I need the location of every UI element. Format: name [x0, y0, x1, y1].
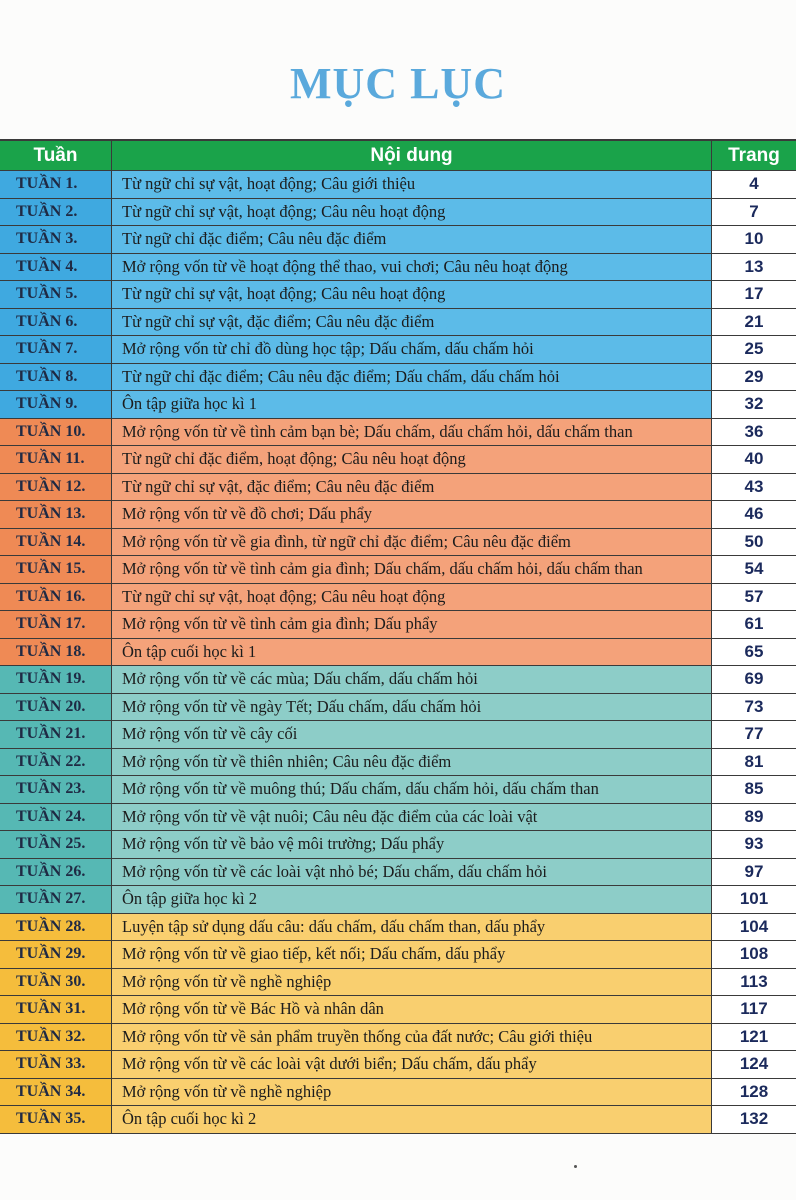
week-cell: TUẦN 3. [0, 226, 112, 253]
page-number-cell: 93 [712, 831, 796, 858]
page-number-cell: 69 [712, 666, 796, 693]
content-cell: Luyện tập sử dụng dấu câu: dấu chấm, dấu chấm than, dấu phẩy [112, 914, 712, 941]
content-cell: Mở rộng vốn từ về các loài vật dưới biển; Dấu chấm, dấu phẩy [112, 1051, 712, 1078]
header-page: Trang [712, 141, 796, 170]
week-cell: TUẦN 15. [0, 556, 112, 583]
week-cell: TUẦN 32. [0, 1024, 112, 1051]
content-cell: Mở rộng vốn từ về vật nuôi; Câu nêu đặc điểm của các loài vật [112, 804, 712, 831]
page-number-cell: 101 [712, 886, 796, 913]
week-cell: TUẦN 11. [0, 446, 112, 473]
content-cell: Mở rộng vốn từ về tình cảm gia đình; Dấu chấm, dấu chấm hỏi, dấu chấm than [112, 556, 712, 583]
table-row [0, 914, 796, 942]
table-row [0, 996, 796, 1024]
week-cell: TUẦN 2. [0, 199, 112, 226]
content-cell: Mở rộng vốn từ về thiên nhiên; Câu nêu đặc điểm [112, 749, 712, 776]
table-row [0, 776, 796, 804]
content-cell: Mở rộng vốn từ về nghề nghiệp [112, 969, 712, 996]
table-row [0, 721, 796, 749]
page-number-cell: 57 [712, 584, 796, 611]
page-number-cell: 81 [712, 749, 796, 776]
content-cell: Ôn tập giữa học kì 1 [112, 391, 712, 418]
table-row [0, 1079, 796, 1107]
page-number-cell: 4 [712, 171, 796, 198]
content-cell: Mở rộng vốn từ về bảo vệ môi trường; Dấu phẩy [112, 831, 712, 858]
page-number-cell: 97 [712, 859, 796, 886]
table-row [0, 309, 796, 337]
week-cell: TUẦN 25. [0, 831, 112, 858]
week-cell: TUẦN 23. [0, 776, 112, 803]
content-cell: Mở rộng vốn từ về tình cảm bạn bè; Dấu chấm, dấu chấm hỏi, dấu chấm than [112, 419, 712, 446]
table-header-row [0, 141, 796, 171]
content-cell: Mở rộng vốn từ về ngày Tết; Dấu chấm, dấu chấm hỏi [112, 694, 712, 721]
week-cell: TUẦN 14. [0, 529, 112, 556]
content-cell: Mở rộng vốn từ về hoạt động thể thao, vui chơi; Câu nêu hoạt động [112, 254, 712, 281]
content-cell: Mở rộng vốn từ về sản phẩm truyền thống của đất nước; Câu giới thiệu [112, 1024, 712, 1051]
page-number-cell: 7 [712, 199, 796, 226]
week-cell: TUẦN 4. [0, 254, 112, 281]
table-row [0, 749, 796, 777]
content-cell: Mở rộng vốn từ chỉ đồ dùng học tập; Dấu chấm, dấu chấm hỏi [112, 336, 712, 363]
table-row [0, 446, 796, 474]
page-number-cell: 77 [712, 721, 796, 748]
table-of-contents [0, 139, 796, 1134]
table-row [0, 831, 796, 859]
content-cell: Mở rộng vốn từ về đồ chơi; Dấu phẩy [112, 501, 712, 528]
page-number-cell: 29 [712, 364, 796, 391]
week-cell: TUẦN 22. [0, 749, 112, 776]
page-number-cell: 117 [712, 996, 796, 1023]
content-cell: Mở rộng vốn từ về tình cảm gia đình; Dấu phẩy [112, 611, 712, 638]
week-cell: TUẦN 12. [0, 474, 112, 501]
week-cell: TUẦN 8. [0, 364, 112, 391]
table-row [0, 199, 796, 227]
content-cell: Từ ngữ chỉ sự vật, hoạt động; Câu nêu hoạt động [112, 584, 712, 611]
page-number-cell: 128 [712, 1079, 796, 1106]
page-number-cell: 65 [712, 639, 796, 666]
content-cell: Từ ngữ chỉ đặc điểm; Câu nêu đặc điểm; Dấu chấm, dấu chấm hỏi [112, 364, 712, 391]
table-row [0, 254, 796, 282]
table-row [0, 611, 796, 639]
table-row [0, 584, 796, 612]
table-row [0, 281, 796, 309]
content-cell: Mở rộng vốn từ về cây cối [112, 721, 712, 748]
content-cell: Mở rộng vốn từ về các mùa; Dấu chấm, dấu chấm hỏi [112, 666, 712, 693]
content-cell: Mở rộng vốn từ về gia đình, từ ngữ chỉ đặc điểm; Câu nêu đặc điểm [112, 529, 712, 556]
table-row [0, 474, 796, 502]
page-number-cell: 43 [712, 474, 796, 501]
content-cell: Ôn tập giữa học kì 2 [112, 886, 712, 913]
content-cell: Từ ngữ chỉ đặc điểm, hoạt động; Câu nêu hoạt động [112, 446, 712, 473]
table-row [0, 1106, 796, 1134]
week-cell: TUẦN 18. [0, 639, 112, 666]
week-cell: TUẦN 16. [0, 584, 112, 611]
page-number-cell: 132 [712, 1106, 796, 1133]
content-cell: Từ ngữ chỉ sự vật, đặc điểm; Câu nêu đặc điểm [112, 474, 712, 501]
table-row [0, 694, 796, 722]
week-cell: TUẦN 29. [0, 941, 112, 968]
page-number-cell: 32 [712, 391, 796, 418]
week-cell: TUẦN 30. [0, 969, 112, 996]
page-number-cell: 124 [712, 1051, 796, 1078]
week-cell: TUẦN 28. [0, 914, 112, 941]
content-cell: Mở rộng vốn từ về giao tiếp, kết nối; Dấu chấm, dấu phẩy [112, 941, 712, 968]
table-row [0, 171, 796, 199]
page-number-cell: 113 [712, 969, 796, 996]
table-row [0, 886, 796, 914]
content-cell: Từ ngữ chỉ sự vật, hoạt động; Câu giới thiệu [112, 171, 712, 198]
page-number-cell: 21 [712, 309, 796, 336]
content-cell: Từ ngữ chỉ đặc điểm; Câu nêu đặc điểm [112, 226, 712, 253]
page-number-cell: 121 [712, 1024, 796, 1051]
table-row [0, 1051, 796, 1079]
header-content: Nội dung [112, 141, 712, 170]
page-number-cell: 50 [712, 529, 796, 556]
table-row [0, 639, 796, 667]
page-number-cell: 40 [712, 446, 796, 473]
speck [574, 1165, 577, 1168]
page-number-cell: 25 [712, 336, 796, 363]
content-cell: Mở rộng vốn từ về muông thú; Dấu chấm, dấu chấm hỏi, dấu chấm than [112, 776, 712, 803]
table-row [0, 969, 796, 997]
page-number-cell: 61 [712, 611, 796, 638]
table-row [0, 364, 796, 392]
table-row [0, 226, 796, 254]
table-body [0, 171, 796, 1134]
table-row [0, 941, 796, 969]
week-cell: TUẦN 17. [0, 611, 112, 638]
page-number-cell: 13 [712, 254, 796, 281]
table-row [0, 556, 796, 584]
week-cell: TUẦN 5. [0, 281, 112, 308]
page-number-cell: 36 [712, 419, 796, 446]
content-cell: Từ ngữ chỉ sự vật, hoạt động; Câu nêu hoạt động [112, 281, 712, 308]
week-cell: TUẦN 19. [0, 666, 112, 693]
page-number-cell: 104 [712, 914, 796, 941]
content-cell: Từ ngữ chỉ sự vật, đặc điểm; Câu nêu đặc điểm [112, 309, 712, 336]
week-cell: TUẦN 26. [0, 859, 112, 886]
week-cell: TUẦN 13. [0, 501, 112, 528]
week-cell: TUẦN 1. [0, 171, 112, 198]
page-number-cell: 108 [712, 941, 796, 968]
content-cell: Mở rộng vốn từ về nghề nghiệp [112, 1079, 712, 1106]
week-cell: TUẦN 10. [0, 419, 112, 446]
week-cell: TUẦN 27. [0, 886, 112, 913]
header-week: Tuần [0, 141, 112, 170]
page-number-cell: 89 [712, 804, 796, 831]
table-row [0, 501, 796, 529]
content-cell: Ôn tập cuối học kì 1 [112, 639, 712, 666]
week-cell: TUẦN 35. [0, 1106, 112, 1133]
table-row [0, 336, 796, 364]
week-cell: TUẦN 24. [0, 804, 112, 831]
table-row [0, 1024, 796, 1052]
page-number-cell: 10 [712, 226, 796, 253]
week-cell: TUẦN 9. [0, 391, 112, 418]
content-cell: Ôn tập cuối học kì 2 [112, 1106, 712, 1133]
week-cell: TUẦN 21. [0, 721, 112, 748]
content-cell: Mở rộng vốn từ về Bác Hồ và nhân dân [112, 996, 712, 1023]
table-row [0, 419, 796, 447]
page-number-cell: 17 [712, 281, 796, 308]
week-cell: TUẦN 34. [0, 1079, 112, 1106]
table-row [0, 391, 796, 419]
week-cell: TUẦN 6. [0, 309, 112, 336]
week-cell: TUẦN 20. [0, 694, 112, 721]
page-number-cell: 54 [712, 556, 796, 583]
table-row [0, 804, 796, 832]
table-row [0, 529, 796, 557]
week-cell: TUẦN 7. [0, 336, 112, 363]
table-row [0, 666, 796, 694]
page-number-cell: 73 [712, 694, 796, 721]
page-number-cell: 46 [712, 501, 796, 528]
content-cell: Mở rộng vốn từ về các loài vật nhỏ bé; Dấu chấm, dấu chấm hỏi [112, 859, 712, 886]
week-cell: TUẦN 31. [0, 996, 112, 1023]
week-cell: TUẦN 33. [0, 1051, 112, 1078]
table-row [0, 859, 796, 887]
page-number-cell: 85 [712, 776, 796, 803]
page-title: MỤC LỤC [290, 59, 506, 108]
content-cell: Từ ngữ chỉ sự vật, hoạt động; Câu nêu hoạt động [112, 199, 712, 226]
